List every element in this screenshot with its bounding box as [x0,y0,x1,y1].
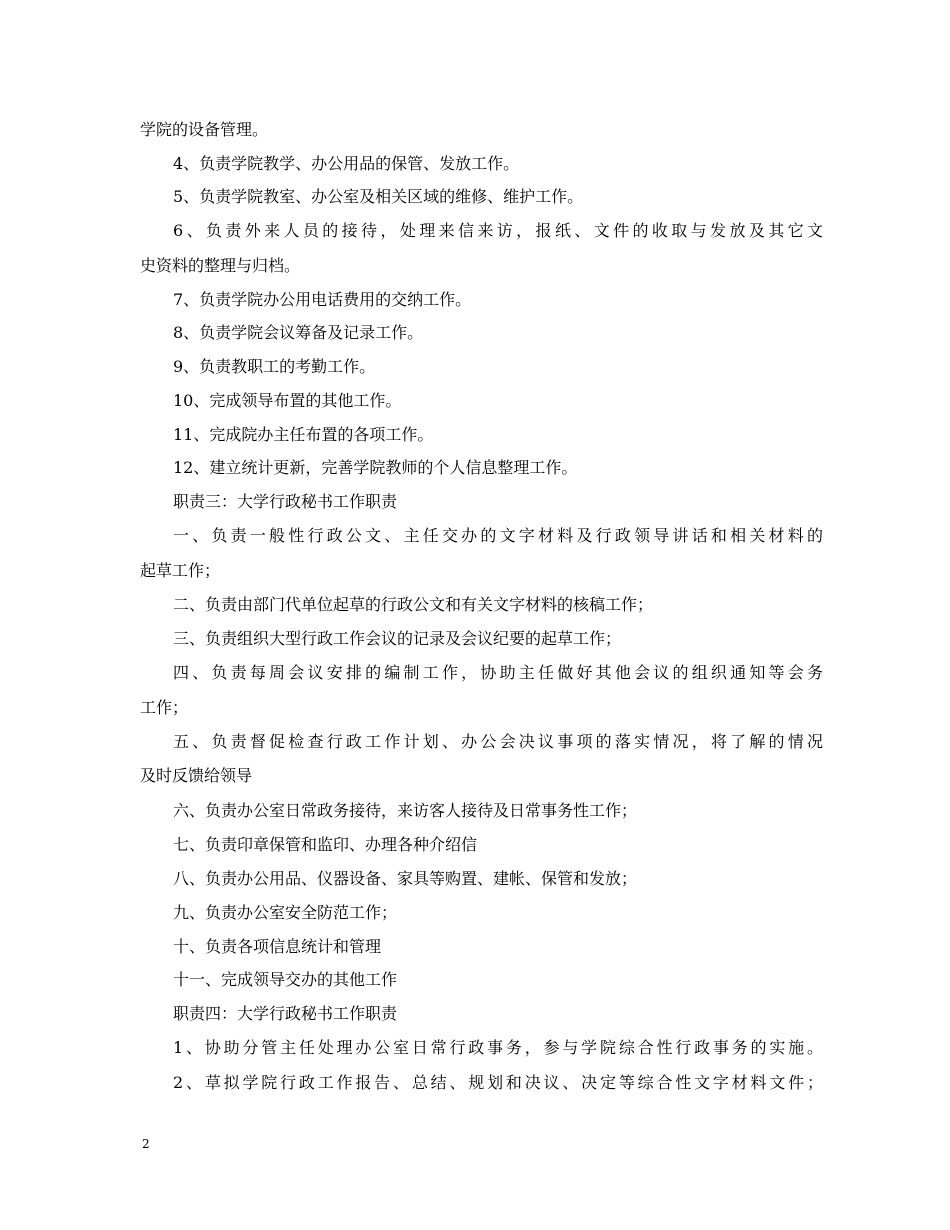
text-line: 学院的设备管理。 [140,120,269,139]
text-line: 9、负责教职工的考勤工作。 [173,357,376,376]
text-line: 6、负责外来人员的接待，处理来信来访，报纸、文件的收取与发放及其它文 [173,221,823,240]
text-line: 1、协助分管主任处理办公室日常行政事务，参与学院综合性行政事务的实施。 [173,1038,823,1057]
section-heading: 职责三：大学行政秘书工作职责 [173,492,398,511]
text-line: 四、负责每周会议安排的编制工作，协助主任做好其他会议的组织通知等会务 [173,663,823,682]
text-line: 二、负责由部门代单位起草的行政公文和有关文字材料的核稿工作； [173,595,654,614]
text-line: 11、完成院办主任布置的各项工作。 [173,425,434,444]
page-number: 2 [142,1137,150,1151]
text-line: 史资料的整理与归档。 [140,256,301,275]
text-line: 三、负责组织大型行政工作会议的记录及会议纪要的起草工作； [173,629,622,648]
text-line: 六、负责办公室日常政务接待，来访客人接待及日常事务性工作； [173,801,638,820]
text-line: 7、负责学院办公用电话费用的交纳工作。 [173,290,472,309]
text-line: 八、负责办公用品、仪器设备、家具等购置、建帐、保管和发放； [173,869,638,888]
text-line: 2、草拟学院行政工作报告、总结、规划和决议、决定等综合性文字材料文件； [173,1073,823,1092]
text-line: 8、负责学院会议筹备及记录工作。 [173,323,424,342]
text-line: 4、负责学院教学、办公用品的保管、发放工作。 [173,154,520,173]
text-line: 工作； [140,698,189,717]
text-line: 起草工作； [140,561,221,580]
text-line: 及时反馈给领导 [140,766,253,785]
text-line: 十、负责各项信息统计和管理 [173,937,382,956]
text-line: 10、完成领导布置的其他工作。 [173,391,402,410]
text-line: 九、负责办公室安全防范工作； [173,903,398,922]
text-line: 七、负责印章保管和监印、办理各种介绍信 [173,835,478,854]
text-line: 一、负责一般性行政公文、主任交办的文字材料及行政领导讲话和相关材料的 [173,526,823,545]
text-line: 5、负责学院教室、办公室及相关区域的维修、维护工作。 [173,187,584,206]
section-heading: 职责四：大学行政秘书工作职责 [173,1004,398,1023]
text-line: 五、负责督促检查行政工作计划、办公会决议事项的落实情况，将了解的情况 [173,732,823,751]
text-line: 12、建立统计更新，完善学院教师的个人信息整理工作。 [173,458,578,477]
text-line: 十一、完成领导交办的其他工作 [173,970,398,989]
